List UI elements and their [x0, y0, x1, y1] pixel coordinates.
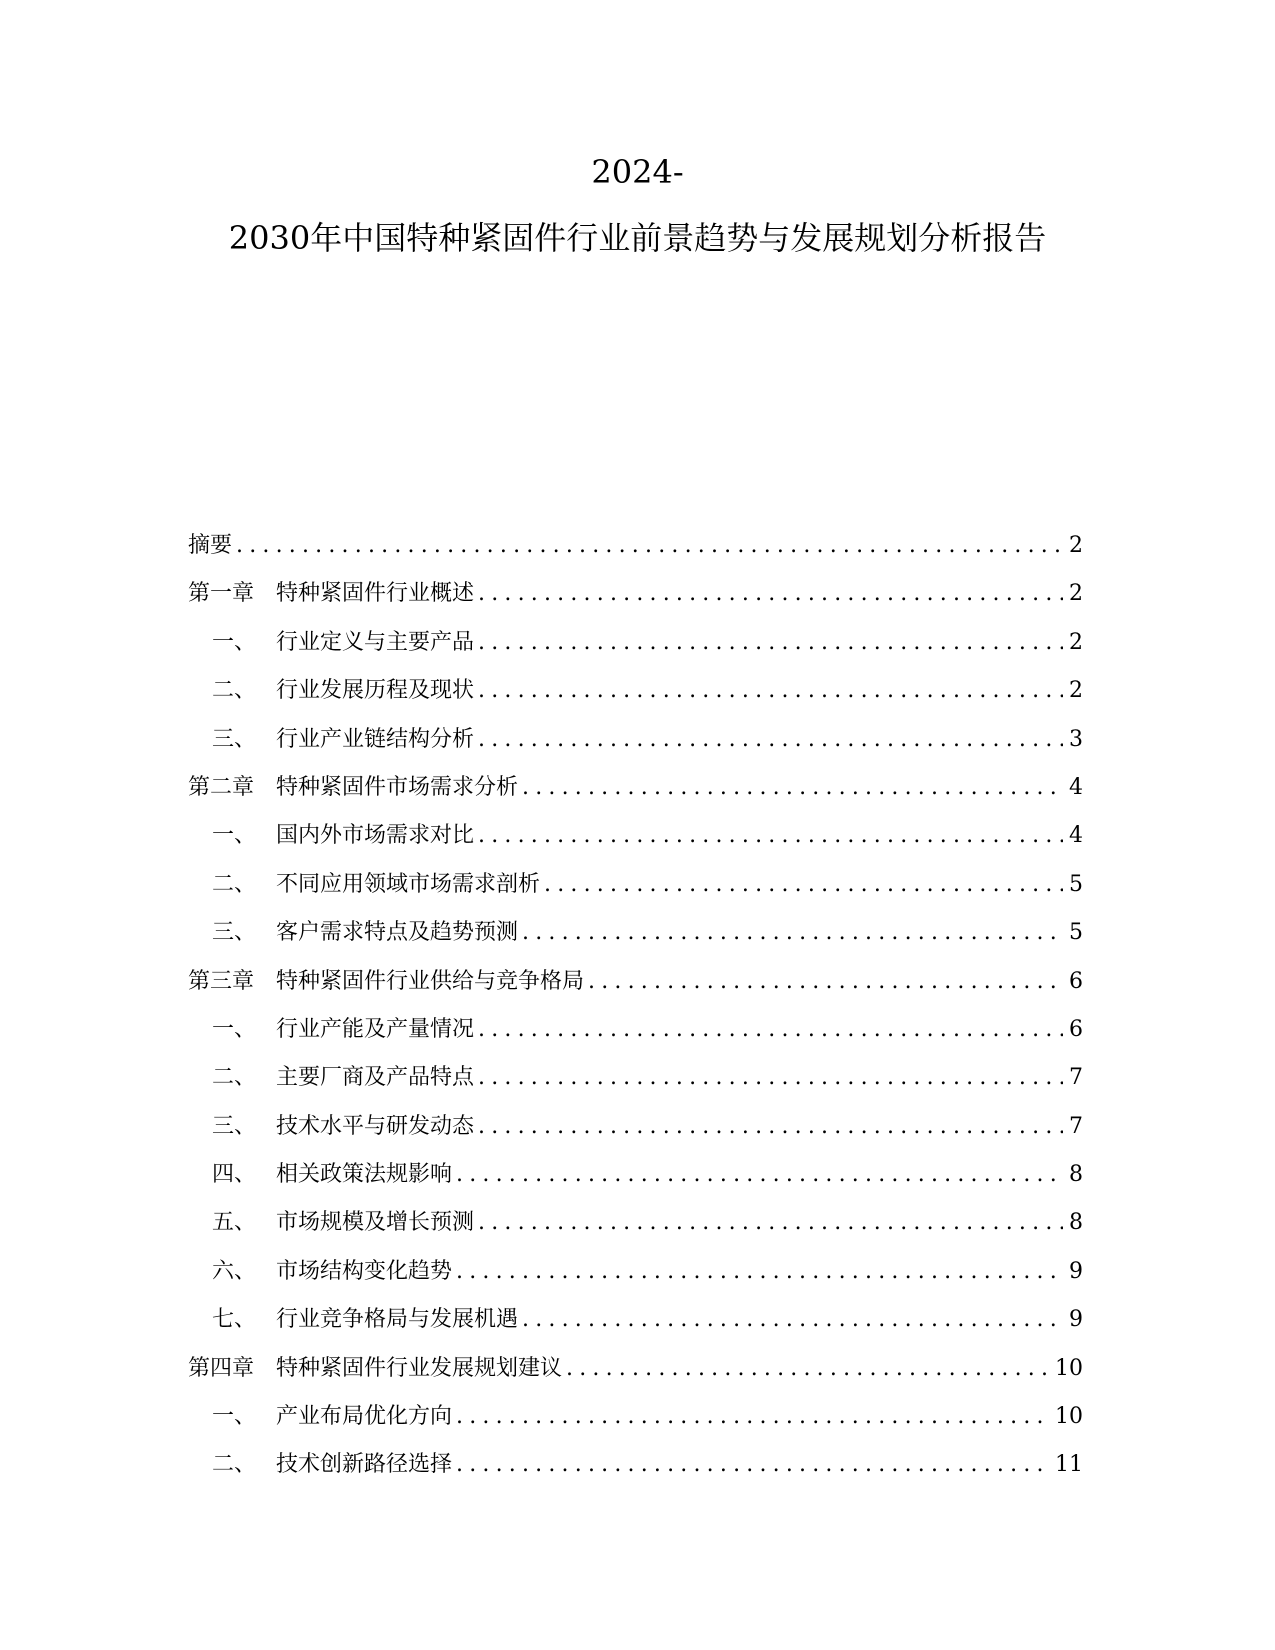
toc-entry[interactable] — [188, 1159, 1083, 1207]
toc-dot-leader — [478, 1062, 1063, 1094]
toc-entry-title: 客户需求特点及趋势预测 — [276, 920, 519, 946]
toc-entry[interactable] — [188, 1353, 1083, 1401]
toc-entry-page-number: 4 — [1069, 823, 1083, 849]
toc-entry-page-number: 9 — [1069, 1307, 1083, 1333]
toc-dot-leader — [522, 917, 1063, 949]
toc-entry[interactable] — [188, 869, 1083, 917]
toc-entry-marker: 第一章 — [188, 581, 255, 607]
toc-entry-page-number: 2 — [1069, 629, 1083, 655]
toc-entry[interactable] — [188, 917, 1083, 965]
toc-entry-marker: 三、 — [212, 726, 257, 752]
toc-entry[interactable] — [188, 530, 1083, 578]
toc-entry-marker: 一、 — [212, 1404, 257, 1430]
toc-entry[interactable] — [188, 627, 1083, 675]
toc-entry-title: 不同应用领域市场需求剖析 — [276, 871, 541, 897]
toc-dot-leader — [456, 1401, 1049, 1433]
toc-entry-title: 特种紧固件行业概述 — [276, 581, 475, 607]
toc-entry[interactable] — [188, 1014, 1083, 1062]
toc-dot-leader — [456, 1159, 1063, 1191]
toc-entry-title: 行业定义与主要产品 — [276, 629, 475, 655]
toc-entry-title: 国内外市场需求对比 — [276, 823, 475, 849]
toc-entry-marker: 二、 — [212, 1065, 257, 1091]
toc-entry-page-number: 7 — [1069, 1065, 1083, 1091]
toc-dot-leader — [478, 1207, 1063, 1239]
toc-entry-page-number: 8 — [1069, 1210, 1083, 1236]
toc-entry-marker: 五、 — [212, 1210, 257, 1236]
toc-entry[interactable] — [188, 1401, 1083, 1449]
toc-entry-marker: 三、 — [212, 920, 257, 946]
toc-entry[interactable] — [188, 578, 1083, 626]
table-of-contents — [188, 530, 1083, 1498]
toc-entry[interactable] — [188, 966, 1083, 1014]
toc-dot-leader — [478, 675, 1063, 707]
toc-entry-marker: 七、 — [212, 1307, 257, 1333]
toc-entry-title: 市场结构变化趋势 — [276, 1258, 453, 1284]
document-title-line-1: 2024- — [591, 153, 684, 191]
toc-dot-leader — [478, 724, 1063, 756]
toc-entry-marker: 一、 — [212, 823, 257, 849]
toc-entry-page-number: 2 — [1069, 533, 1083, 558]
toc-dot-leader — [588, 966, 1063, 998]
toc-entry[interactable] — [188, 1062, 1083, 1110]
toc-entry-page-number: 5 — [1069, 920, 1083, 946]
toc-dot-leader — [236, 530, 1063, 562]
toc-entry-marker: 二、 — [212, 1452, 257, 1478]
toc-entry-marker: 第四章 — [188, 1355, 255, 1381]
toc-entry-marker: 四、 — [212, 1162, 257, 1188]
toc-entry-marker: 六、 — [212, 1258, 257, 1284]
toc-entry-page-number: 6 — [1069, 968, 1083, 994]
toc-entry[interactable] — [188, 724, 1083, 772]
toc-dot-leader — [522, 772, 1063, 804]
toc-entry-title: 技术水平与研发动态 — [276, 1113, 475, 1139]
toc-entry-title: 行业产能及产量情况 — [276, 1016, 475, 1042]
toc-entry-title: 行业产业链结构分析 — [276, 726, 475, 752]
toc-entry-title: 特种紧固件行业供给与竞争格局 — [276, 968, 585, 994]
toc-entry-title: 特种紧固件市场需求分析 — [276, 774, 519, 800]
toc-entry-page-number: 3 — [1069, 726, 1083, 752]
toc-entry-marker: 一、 — [212, 629, 257, 655]
toc-entry[interactable] — [188, 675, 1083, 723]
toc-entry[interactable] — [188, 1304, 1083, 1352]
toc-entry-marker: 一、 — [212, 1016, 257, 1042]
toc-entry-title: 技术创新路径选择 — [276, 1452, 453, 1478]
toc-entry-title: 行业发展历程及现状 — [276, 678, 475, 704]
toc-entry-title: 市场规模及增长预测 — [276, 1210, 475, 1236]
toc-dot-leader — [478, 820, 1063, 852]
document-title-line-2: 2030年中国特种紧固件行业前景趋势与发展规划分析报告 — [228, 219, 1047, 257]
toc-entry-title: 特种紧固件行业发展规划建议 — [276, 1355, 563, 1381]
toc-entry[interactable] — [188, 1207, 1083, 1255]
toc-entry-marker: 第二章 — [188, 774, 255, 800]
toc-dot-leader — [478, 1111, 1063, 1143]
toc-entry-title: 行业竞争格局与发展机遇 — [276, 1307, 519, 1333]
toc-entry-title: 相关政策法规影响 — [276, 1162, 453, 1188]
toc-entry-page-number: 4 — [1069, 774, 1083, 800]
toc-entry-title: 摘要 — [188, 533, 233, 558]
toc-entry-marker: 二、 — [212, 871, 257, 897]
toc-entry[interactable] — [188, 1256, 1083, 1304]
toc-dot-leader — [522, 1304, 1063, 1336]
toc-entry[interactable] — [188, 772, 1083, 820]
toc-entry[interactable] — [188, 1111, 1083, 1159]
toc-entry-page-number: 5 — [1069, 871, 1083, 897]
toc-entry-page-number: 11 — [1055, 1452, 1083, 1478]
toc-dot-leader — [478, 1014, 1063, 1046]
toc-entry-title: 主要厂商及产品特点 — [276, 1065, 475, 1091]
toc-entry-page-number: 2 — [1069, 581, 1083, 607]
toc-entry-page-number: 9 — [1069, 1258, 1083, 1284]
toc-dot-leader — [478, 578, 1063, 610]
toc-dot-leader — [456, 1449, 1049, 1481]
toc-entry-title: 产业布局优化方向 — [276, 1404, 453, 1430]
toc-entry-marker: 第三章 — [188, 968, 255, 994]
toc-entry-page-number: 10 — [1055, 1404, 1083, 1430]
toc-entry-page-number: 10 — [1055, 1355, 1083, 1381]
toc-entry-page-number: 6 — [1069, 1016, 1083, 1042]
toc-dot-leader — [566, 1353, 1049, 1385]
toc-dot-leader — [478, 627, 1063, 659]
toc-entry[interactable] — [188, 1449, 1083, 1497]
toc-entry-marker: 二、 — [212, 678, 257, 704]
toc-entry-page-number: 2 — [1069, 678, 1083, 704]
toc-dot-leader — [456, 1256, 1063, 1288]
toc-entry[interactable] — [188, 820, 1083, 868]
toc-entry-marker: 三、 — [212, 1113, 257, 1139]
toc-entry-page-number: 8 — [1069, 1162, 1083, 1188]
toc-dot-leader — [544, 869, 1063, 901]
toc-entry-page-number: 7 — [1069, 1113, 1083, 1139]
